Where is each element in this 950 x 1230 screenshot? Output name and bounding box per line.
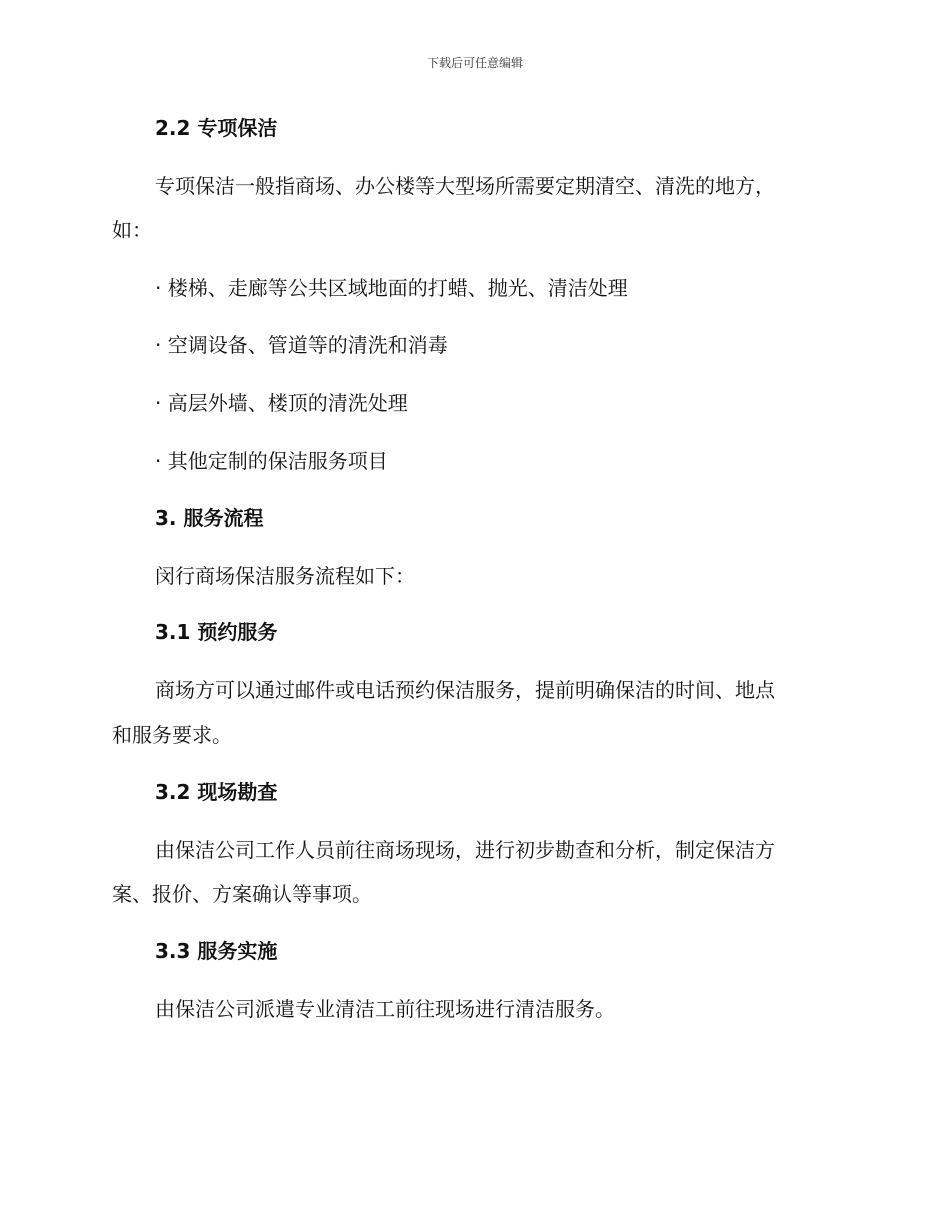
bullet-item: · 其他定制的保洁服务项目 [155, 449, 388, 473]
paragraph-3-1-line-1: 商场方可以通过邮件或电话预约保洁服务，提前明确保洁的时间、地点 [155, 678, 775, 702]
bullet-item: · 空调设备、管道等的清洗和消毒 [155, 333, 448, 357]
section-heading-3: 3. 服务流程 [155, 506, 264, 530]
paragraph-3-3: 由保洁公司派遣专业清洁工前往现场进行清洁服务。 [155, 997, 615, 1021]
section-heading-2-2: 2.2 专项保洁 [155, 116, 278, 140]
paragraph-3-1-line-2: 和服务要求。 [112, 723, 232, 747]
section-heading-3-3: 3.3 服务实施 [155, 939, 278, 963]
paragraph-3: 闵行商场保洁服务流程如下： [155, 564, 415, 588]
paragraph-3-2-line-1: 由保洁公司工作人员前往商场现场，进行初步勘查和分析，制定保洁方 [155, 838, 775, 862]
paragraph-2-2-line-1: 专项保洁一般指商场、办公楼等大型场所需要定期清空、清洗的地方， [155, 174, 775, 198]
paragraph-3-2-line-2: 案、报价、方案确认等事项。 [112, 882, 372, 906]
page-header-note: 下载后可任意编辑 [426, 56, 523, 70]
bullet-item: · 高层外墙、楼顶的清洗处理 [155, 391, 408, 415]
section-heading-3-1: 3.1 预约服务 [155, 620, 278, 644]
bullet-item: · 楼梯、走廊等公共区域地面的打蜡、抛光、清洁处理 [155, 276, 628, 300]
paragraph-2-2-line-2: 如： [112, 218, 152, 242]
section-heading-3-2: 3.2 现场勘查 [155, 780, 278, 804]
